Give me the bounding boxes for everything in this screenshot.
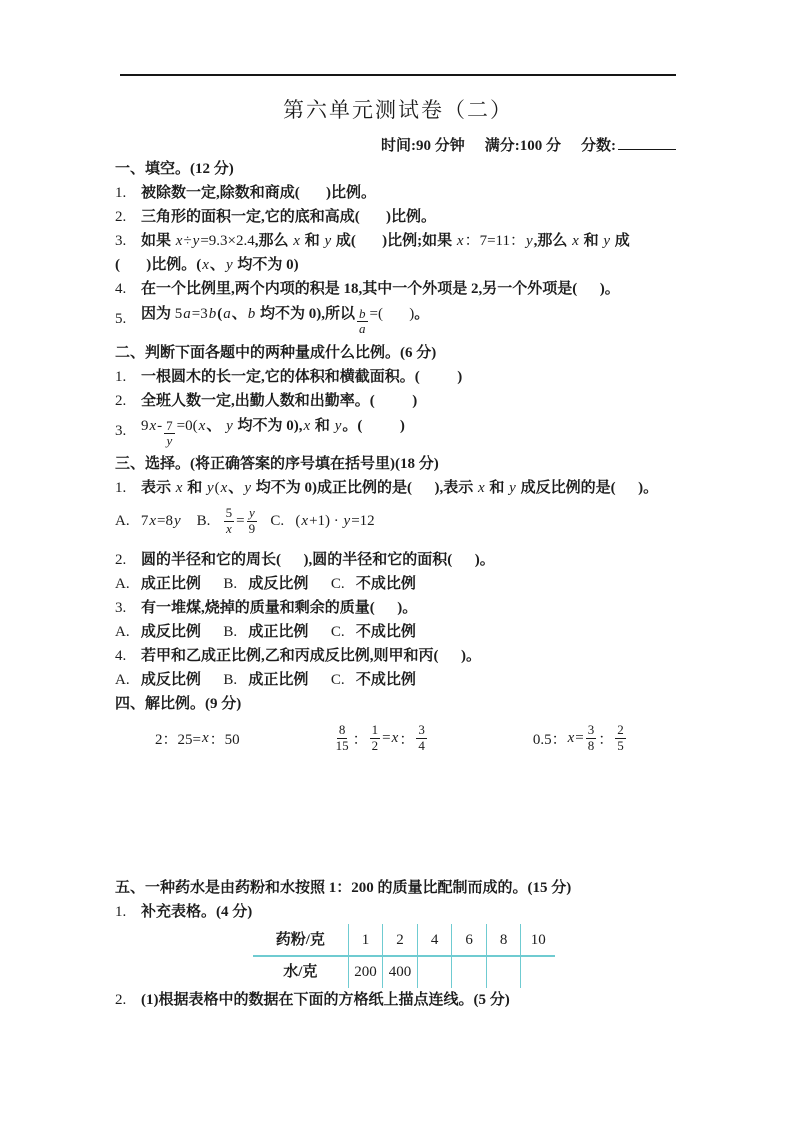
question-text: 一根圆木的长一定,它的体积和横截面积。( ) (141, 369, 463, 385)
table-area (115, 924, 676, 988)
question-text: 如果 x÷y=9.3×2.4,那么 x 和 y 成( )比例;如果 x：7=11：y,那么 x 和 y 成 (141, 233, 630, 249)
s3-question-3-options: A. 成反比例 B. 成正比例 C. 不成比例 (115, 624, 416, 640)
s2-question-3 (115, 413, 676, 449)
time-label: 时间:90 分钟 (381, 138, 465, 154)
section-2-heading: 二、判断下面各题中的两种量成什么比例。(6 分) (115, 345, 437, 361)
item-number: 5. (115, 311, 127, 327)
section-4-heading: 四、解比例。(9 分) (115, 696, 242, 712)
item-number: 1. (115, 185, 127, 201)
s1-question-1 (115, 181, 676, 205)
s3-question-2-options: A. 成正比例 B. 成反比例 C. 不成比例 (115, 576, 416, 592)
table-cell: 1 (361, 932, 370, 948)
item-number: 2. (115, 393, 127, 409)
item-number: 1. (115, 369, 127, 385)
question-text: 圆的半径和它的周长( ),圆的半径和它的面积( )。 (141, 552, 495, 568)
proportion-equation-3: 0.5： x = $\frac{3}{8}$ ： $\frac{2}{5}$ (532, 722, 624, 753)
table-cell (487, 956, 521, 988)
question-text: 因为 5a=3b(a、b 均不为 0),所以 $\frac{b}{a}$ =( )。 (141, 305, 430, 336)
item-number: 3. (115, 600, 127, 616)
s3-question-3 (115, 596, 676, 620)
s3-question-1 (115, 476, 676, 500)
s1-question-5 (115, 301, 676, 337)
dosage-table (253, 924, 555, 988)
table-cell (418, 956, 452, 988)
item-number: 1. (115, 904, 127, 920)
item-number: 2. (115, 992, 127, 1008)
section-3-heading: 三、选择。(将正确答案的序号填在括号里)(18 分) (115, 456, 439, 472)
s1-question-3 (115, 229, 676, 253)
table-cell: 8 (499, 932, 508, 948)
score-blank-line (618, 136, 676, 150)
table-cell (521, 956, 555, 988)
table-cell: 10 (530, 932, 546, 948)
proportion-equation-2: $\frac{8}{15}$ ： $\frac{1}{2}$ = x ： $\frac{3}{4}$ (335, 722, 425, 753)
question-text: 表示 x 和 y(x、y 均不为 0)成正比例的是( ),表示 x 和 y 成反比例的是( )。 (141, 480, 659, 496)
item-number: 1. (115, 480, 127, 496)
s3-question-1-options: A. 7 x =8 y B. $\frac{5}{x}$ = $\frac{y}{9}$ C. ( x +1) · y =12 (115, 505, 375, 536)
s3-question-4-options: A. 成反比例 B. 成正比例 C. 不成比例 (115, 672, 416, 688)
s2-question-1 (115, 365, 676, 389)
question-text: 有一堆煤,烧掉的质量和剩余的质量( )。 (141, 600, 418, 616)
question-text: 三角形的面积一定,它的底和高成( )比例。 (141, 209, 436, 225)
item-number: 4. (115, 648, 127, 664)
s1-question-4 (115, 277, 676, 301)
table-cell: 药粉/克 (275, 932, 325, 948)
s5-item-2 (115, 988, 676, 1012)
work-space (115, 760, 676, 876)
question-text: 在一个比例里,两个内项的积是 18,其中一个外项是 2,另一个外项是( )。 (141, 281, 620, 297)
s5-item-1 (115, 900, 676, 924)
question-text: 全班人数一定,出勤人数和出勤率。( ) (141, 393, 418, 409)
s1-question-2 (115, 205, 676, 229)
exam-info (120, 134, 676, 155)
item-number: 2. (115, 552, 127, 568)
paper-body (115, 157, 676, 1012)
score-label: 分数: (581, 138, 616, 154)
s3-question-2 (115, 548, 676, 572)
s3-question-4 (115, 644, 676, 668)
top-rule (120, 74, 676, 76)
question-text: 9x- $\frac{7}{y}$ =0(x、 y 均不为 0),x 和 y。( ) (141, 417, 405, 448)
full-score-label: 满分:100 分 (484, 138, 561, 154)
question-text: 被除数一定,除数和商成( )比例。 (141, 185, 376, 201)
item-number: 3. (115, 423, 127, 439)
question-text: 若甲和乙成正比例,乙和丙成反比例,则甲和丙( )。 (141, 648, 481, 664)
item-number: 3. (115, 233, 127, 249)
table-cell: 4 (430, 932, 439, 948)
page-title: 第六单元测试卷（二） (283, 98, 513, 122)
section-1-heading: 一、填空。(12 分) (115, 161, 234, 177)
table-cell: 6 (465, 932, 473, 948)
table-cell (452, 956, 486, 988)
s4-equations (115, 716, 676, 760)
item-number: 2. (115, 209, 127, 225)
s1-question-3-cont (115, 253, 676, 277)
proportion-equation-1: 2：25= x ：50 (155, 729, 240, 748)
s2-question-2 (115, 389, 676, 413)
table-cell: 200 (354, 964, 377, 980)
table-horizontal-line (253, 955, 555, 957)
item-number: 4. (115, 281, 127, 297)
question-text: (1)根据表格中的数据在下面的方格纸上描点连线。(5 分) (141, 992, 510, 1008)
table-cell: 水/克 (283, 964, 318, 980)
section-5-heading: 五、一种药水是由药粉和水按照 1：200 的质量比配制而成的。(15 分) (115, 880, 572, 896)
table-cell: 2 (396, 932, 404, 948)
question-text: 补充表格。(4 分) (141, 904, 253, 920)
question-text: ( )比例。(x、y 均不为 0) (115, 257, 299, 273)
table-cell: 400 (388, 964, 412, 980)
